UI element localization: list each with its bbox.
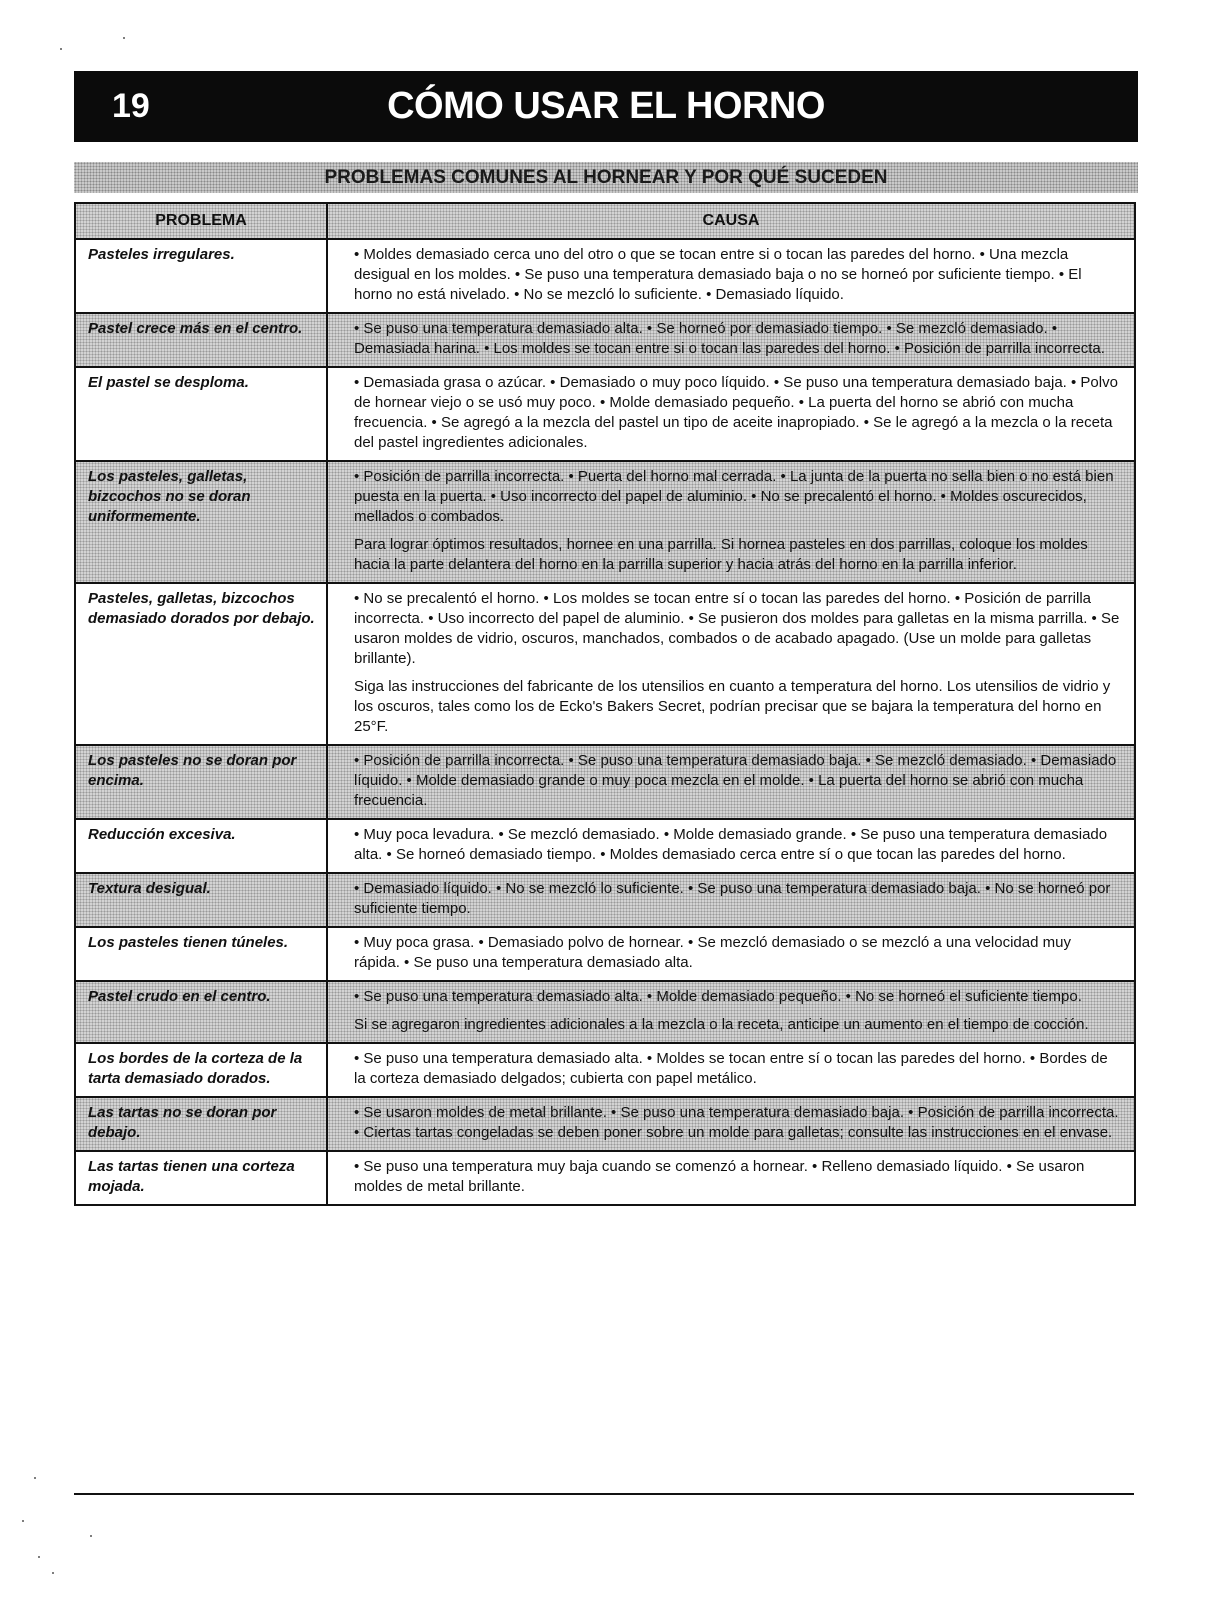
cause-cell	[327, 461, 1135, 583]
cause-cell	[327, 239, 1135, 313]
problem-cell: Los bordes de la corteza de la tarta demasiado dorados.	[75, 1043, 327, 1097]
scan-speck	[38, 1556, 40, 1558]
page-header	[74, 71, 1138, 142]
scan-speck	[90, 1535, 92, 1537]
problem-cell: Pastel crudo en el centro.	[75, 981, 327, 1043]
table-row	[75, 461, 1135, 583]
cause-text: • Se puso una temperatura demasiado alta. • Se horneó por demasiado tiempo. • Se mezcló demasiado. • Demasiada harina. • Los moldes se tocan entre si o tocan las paredes del horno. • Posición de parrilla incorrecta.	[354, 320, 1105, 357]
column-header-problem: PROBLEMA	[75, 203, 327, 239]
table-header-row	[75, 203, 1135, 239]
table-row	[75, 1043, 1135, 1097]
cause-note: Para lograr óptimos resultados, hornee en una parrilla. Si hornea pasteles en dos parrillas, coloque los moldes hacia la parte delantera del horno en la parrilla superior y hacia atrás del horno en la parrilla inferior.	[354, 536, 1088, 573]
cause-cell	[327, 873, 1135, 927]
problem-cell: Los pasteles, galletas, bizcochos no se doran uniformemente.	[75, 461, 327, 583]
page-title: CÓMO USAR EL HORNO	[387, 85, 825, 127]
cause-cell	[327, 367, 1135, 461]
cause-text: • Se puso una temperatura demasiado alta. • Molde demasiado pequeño. • No se horneó el suficiente tiempo.	[354, 988, 1082, 1005]
cause-text: • Posición de parrilla incorrecta. • Se puso una temperatura demasiado baja. • Se mezcló demasiado. • Demasiado líquido. • Molde demasiado grande o muy poca mezcla en el molde. • La puerta del horno se abrió con mucha frecuencia.	[354, 752, 1117, 809]
cause-cell	[327, 981, 1135, 1043]
cause-text: • Moldes demasiado cerca uno del otro o que se tocan entre si o tocan las paredes del horno. • Una mezcla desigual en los moldes. • Se puso una temperatura demasiado baja o no se horneó por suficiente tiempo. • El horno no está nivelado. • No se mezcló lo suficiente. • Demasiado líquido.	[354, 246, 1082, 303]
cause-cell	[327, 313, 1135, 367]
problem-cell: Los pasteles no se doran por encima.	[75, 745, 327, 819]
cause-text: • Demasiado líquido. • No se mezcló lo suficiente. • Se puso una temperatura demasiado baja. • No se horneó por suficiente tiempo.	[354, 880, 1111, 917]
cause-cell	[327, 819, 1135, 873]
table-row	[75, 927, 1135, 981]
problem-cell: Las tartas no se doran por debajo.	[75, 1097, 327, 1151]
problem-cell: El pastel se desploma.	[75, 367, 327, 461]
problem-cell: Las tartas tienen una corteza mojada.	[75, 1151, 327, 1205]
bottom-divider	[74, 1493, 1134, 1495]
table-row	[75, 745, 1135, 819]
scan-speck	[123, 37, 125, 39]
cause-note: Si se agregaron ingredientes adicionales a la mezcla o la receta, anticipe un aumento en el tiempo de cocción.	[354, 1016, 1089, 1033]
cause-text: • Se usaron moldes de metal brillante. • Se puso una temperatura demasiado baja. • Posición de parrilla incorrecta. • Ciertas tartas congeladas se deben poner sobre un molde para galletas; consulte las instrucciones en el envase.	[354, 1104, 1119, 1141]
cause-text: • Se puso una temperatura muy baja cuando se comenzó a hornear. • Relleno demasiado líquido. • Se usaron moldes de metal brillante.	[354, 1158, 1085, 1195]
cause-text: • No se precalentó el horno. • Los moldes se tocan entre sí o tocan las paredes del horno. • Posición de parrilla incorrecta. • Uso incorrecto del papel de aluminio. • Se pusieron dos moldes para galletas en la misma parrilla. • Se usaron moldes de vidrio, oscuros, manchados, combados o de acabado apagado. (Use un molde para galletas brillante).	[354, 590, 1120, 667]
problem-cell: Pastel crece más en el centro.	[75, 313, 327, 367]
scan-speck	[34, 1477, 36, 1479]
cause-text: • Muy poca grasa. • Demasiado polvo de hornear. • Se mezcló demasiado o se mezcló a una velocidad muy rápida. • Se puso una temperatura demasiado alta.	[354, 934, 1071, 971]
section-title: PROBLEMAS COMUNES AL HORNEAR Y POR QUÉ SUCEDEN	[74, 162, 1138, 193]
cause-text: • Posición de parrilla incorrecta. • Puerta del horno mal cerrada. • La junta de la puerta no sella bien o no está bien puesta en la puerta. • Uso incorrecto del papel de aluminio. • No se precalentó el horno. • Moldes oscurecidos, mellados o combados.	[354, 468, 1114, 525]
cause-cell	[327, 1043, 1135, 1097]
table-row	[75, 367, 1135, 461]
cause-cell	[327, 1097, 1135, 1151]
scan-speck	[52, 1572, 54, 1574]
table-row	[75, 873, 1135, 927]
cause-text: • Muy poca levadura. • Se mezcló demasiado. • Molde demasiado grande. • Se puso una temperatura demasiado alta. • Se horneó demasiado tiempo. • Moldes demasiado cerca entre sí o que tocan las paredes del horno.	[354, 826, 1108, 863]
table-row	[75, 239, 1135, 313]
cause-text: • Se puso una temperatura demasiado alta. • Moldes se tocan entre sí o tocan las paredes del horno. • Bordes de la corteza demasiado delgados; cubierta con papel metálico.	[354, 1050, 1108, 1087]
table-row	[75, 313, 1135, 367]
scan-speck	[22, 1520, 24, 1522]
table-row	[75, 981, 1135, 1043]
problem-cell: Pasteles irregulares.	[75, 239, 327, 313]
cause-text: • Demasiada grasa o azúcar. • Demasiado o muy poco líquido. • Se puso una temperatura demasiado baja. • Polvo de hornear viejo o se usó muy poco. • Molde demasiado pequeño. • La puerta del horno se abrió con mucha frecuencia. • Se agregó a la mezcla del pastel un tipo de aceite inapropiado. • Se le agregó a la mezcla o la receta del pastel ingredientes adicionales.	[354, 374, 1118, 451]
cause-cell	[327, 927, 1135, 981]
problem-cell: Reducción excesiva.	[75, 819, 327, 873]
problem-cell: Pasteles, galletas, bizcochos demasiado dorados por debajo.	[75, 583, 327, 745]
table-row	[75, 819, 1135, 873]
cause-note: Siga las instrucciones del fabricante de los utensilios en cuanto a temperatura del horno. Los utensilios de vidrio y los oscuros, tales como los de Ecko's Bakers Secret, podrían precisar que se bajara la temperatura del horno en 25°F.	[354, 678, 1111, 735]
table-row	[75, 1151, 1135, 1205]
table-row	[75, 1097, 1135, 1151]
column-header-cause: CAUSA	[327, 203, 1135, 239]
troubleshooting-table	[74, 202, 1136, 1206]
table-row	[75, 583, 1135, 745]
problem-cell: Textura desigual.	[75, 873, 327, 927]
scan-speck	[60, 48, 62, 50]
cause-cell	[327, 1151, 1135, 1205]
cause-cell	[327, 745, 1135, 819]
page-number: 19	[112, 87, 150, 125]
problem-cell: Los pasteles tienen túneles.	[75, 927, 327, 981]
cause-cell	[327, 583, 1135, 745]
